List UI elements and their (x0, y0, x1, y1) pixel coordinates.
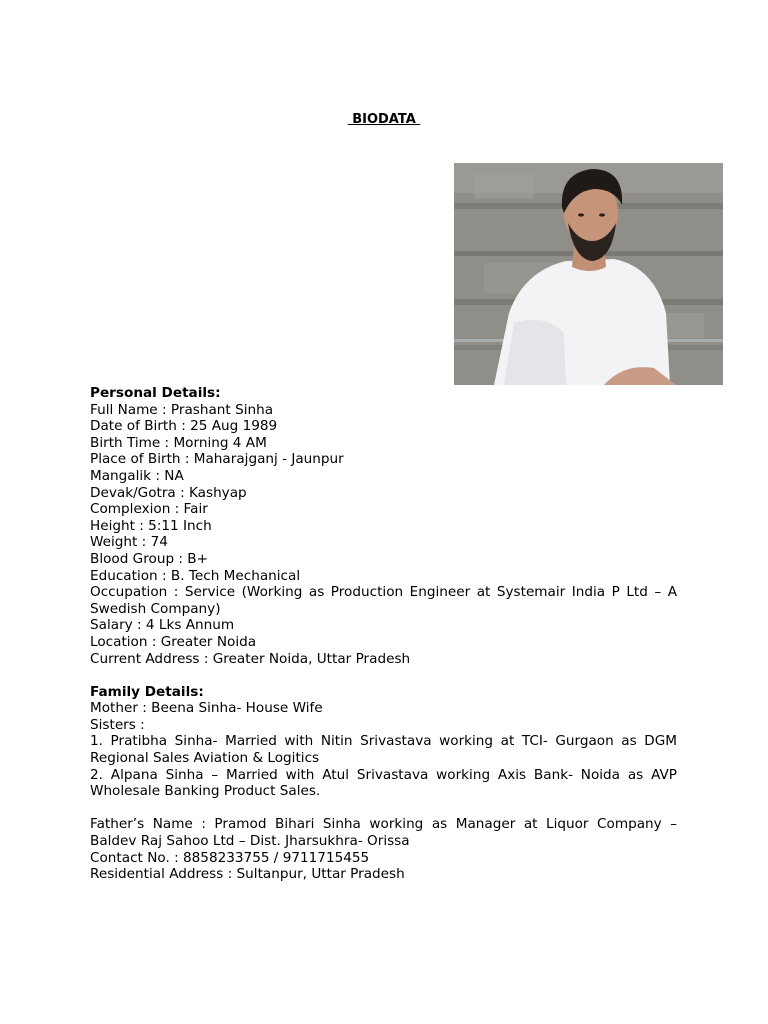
family-details-heading: Family Details: (90, 683, 204, 700)
personal-details-heading: Personal Details: (90, 385, 221, 401)
blood-group: Blood Group : B+ (90, 550, 209, 567)
salary: Salary : 4 Lks Annum (90, 617, 235, 634)
location: Location : Greater Noida (90, 633, 257, 650)
profile-photo (454, 163, 723, 385)
spacer (90, 800, 677, 817)
complexion: Complexion : Fair (90, 501, 208, 518)
contact-number: Contact No. : 8858233755 / 9711715455 (90, 849, 370, 866)
spacer (90, 667, 677, 684)
occupation: Occupation : Service (Working as Production Engineer at Systemair India P Ltd – A Swedish Company) (90, 584, 677, 617)
biodata-content (90, 385, 677, 883)
residential-address: Residential Address : Sultanpur, Uttar Pradesh (90, 866, 405, 883)
weight: Weight : 74 (90, 534, 168, 551)
mother: Mother : Beena Sinha- House Wife (90, 700, 323, 717)
person-photo-icon (454, 163, 723, 385)
sister-2: 2. Alpana Sinha – Married with Atul Srivastava working Axis Bank- Noida as AVP Wholesale Banking Product Sales. (90, 766, 677, 800)
devak-gotra: Devak/Gotra : Kashyap (90, 484, 247, 501)
birth-time: Birth Time : Morning 4 AM (90, 434, 267, 451)
full-name: Full Name : Prashant Sinha (90, 401, 274, 418)
current-address: Current Address : Greater Noida, Uttar Pradesh (90, 650, 411, 667)
sister-1: 1. Pratibha Sinha- Married with Nitin Srivastava working at TCI- Gurgaon as DGM Regional Sales Aviation & Logitics (90, 733, 677, 767)
place-of-birth: Place of Birth : Maharajganj - Jaunpur (90, 451, 344, 468)
height: Height : 5:11 Inch (90, 517, 212, 534)
date-of-birth: Date of Birth : 25 Aug 1989 (90, 418, 278, 435)
mangalik: Mangalik : NA (90, 467, 184, 484)
document-title: BIODATA (347, 112, 421, 127)
father-name: Father’s Name : Pramod Bihari Sinha working as Manager at Liquor Company – Baldev Raj Sahoo Ltd – Dist. Jharsukhra- Orissa (90, 816, 677, 850)
sisters-label: Sisters : (90, 716, 145, 733)
education: Education : B. Tech Mechanical (90, 567, 301, 584)
